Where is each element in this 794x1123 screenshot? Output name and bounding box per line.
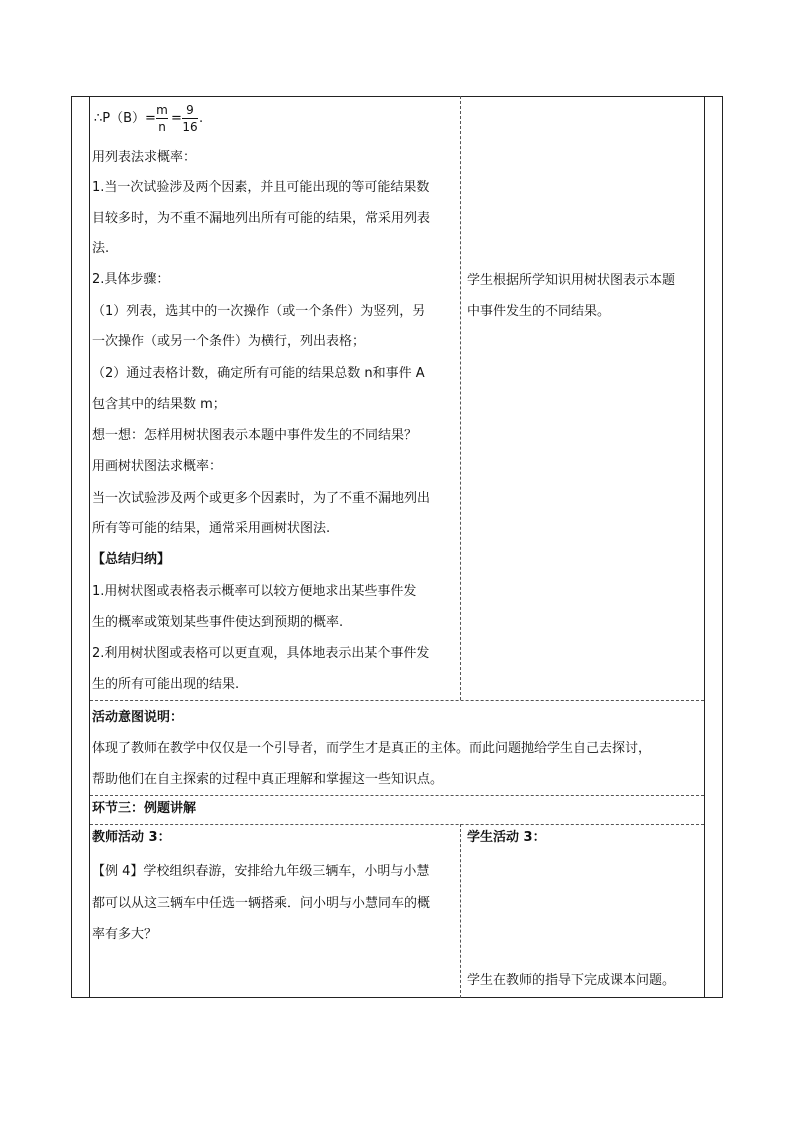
column-divider-bottom	[460, 824, 461, 998]
content-line: 所有等可能的结果，通常采用画树状图法.	[92, 521, 331, 536]
content-line: （2）通过表格计数，确定所有可能的结果总数 n和事件 A	[92, 366, 425, 381]
content-line: 想一想：怎样用树状图表示本题中事件发生的不同结果？	[92, 428, 418, 443]
intent-heading: 活动意图说明：	[92, 710, 184, 725]
row-divider-3	[90, 824, 704, 825]
content-line: 生的所有可能出现的结果.	[92, 677, 240, 692]
content-line: 生的概率或策划某些事件使达到预期的概率.	[92, 615, 344, 630]
content-line: 法.	[92, 241, 110, 256]
example-line: 【例 4】学校组织春游，安排给九年级三辆车，小明与小慧	[92, 864, 430, 879]
left-margin-line	[89, 96, 90, 998]
formula-equals: =	[171, 111, 182, 126]
summary-heading: 【总结归纳】	[92, 552, 171, 567]
formula-numerator-1: m	[156, 103, 168, 117]
intent-line: 帮助他们在自主探索的过程中真正理解和掌握这一些知识点。	[92, 772, 444, 787]
content-line: 当一次试验涉及两个或更多个因素时，为了不重不漏地列出	[92, 491, 431, 506]
formula-suffix: .	[199, 111, 204, 126]
intent-line: 体现了教师在教学中仅仅是一个引导者，而学生才是真正的主体。而此问题抛给学生自己去探讨，	[92, 741, 652, 756]
formula-prefix: ∴P（B）=	[94, 111, 156, 126]
content-line: 1.当一次试验涉及两个因素，并且可能出现的等可能结果数	[92, 180, 430, 195]
formula-fraction-bar-1	[156, 118, 168, 119]
content-line: 1.用树状图或表格表示概率可以较方便地求出某些事件发	[92, 584, 417, 599]
content-line: 2.具体步骤：	[92, 272, 170, 287]
example-line: 率有多大？	[92, 927, 158, 942]
content-line: （1）列表，选其中的一次操作（或一个条件）为竖列，另	[92, 304, 426, 319]
student-activity-result: 学生在教师的指导下完成课本问题。	[467, 973, 676, 988]
content-line: 目较多时，为不重不漏地列出所有可能的结果，常采用列表	[92, 211, 431, 226]
formula-numerator-2: 9	[186, 103, 194, 117]
section-heading: 环节三：例题讲解	[92, 801, 197, 816]
teacher-activity-heading: 教师活动 3：	[92, 830, 171, 845]
right-margin-line	[704, 96, 705, 998]
content-line: 2.利用树状图或表格可以更直观，具体地表示出某个事件发	[92, 646, 430, 661]
lesson-table-frame	[71, 96, 723, 998]
formula-denominator-2: 16	[182, 120, 198, 134]
content-line: 包含其中的结果数 m；	[92, 397, 226, 412]
example-line: 都可以从这三辆车中任选一辆搭乘．问小明与小慧同车的概	[92, 896, 431, 911]
student-line: 学生根据所学知识用树状图表示本题	[467, 273, 676, 288]
formula-fraction-bar-2	[182, 118, 198, 119]
content-line: 一次操作（或另一个条件）为横行，列出表格；	[92, 334, 366, 349]
student-line: 中事件发生的不同结果。	[467, 304, 611, 319]
content-line: 用画树状图法求概率：	[92, 459, 223, 474]
formula-denominator-1: n	[158, 120, 166, 134]
student-activity-heading: 学生活动 3：	[467, 830, 546, 845]
column-divider-top	[460, 96, 461, 700]
row-divider-2	[90, 795, 704, 796]
row-divider-1	[90, 700, 704, 701]
content-line: 用列表法求概率：	[92, 150, 197, 165]
